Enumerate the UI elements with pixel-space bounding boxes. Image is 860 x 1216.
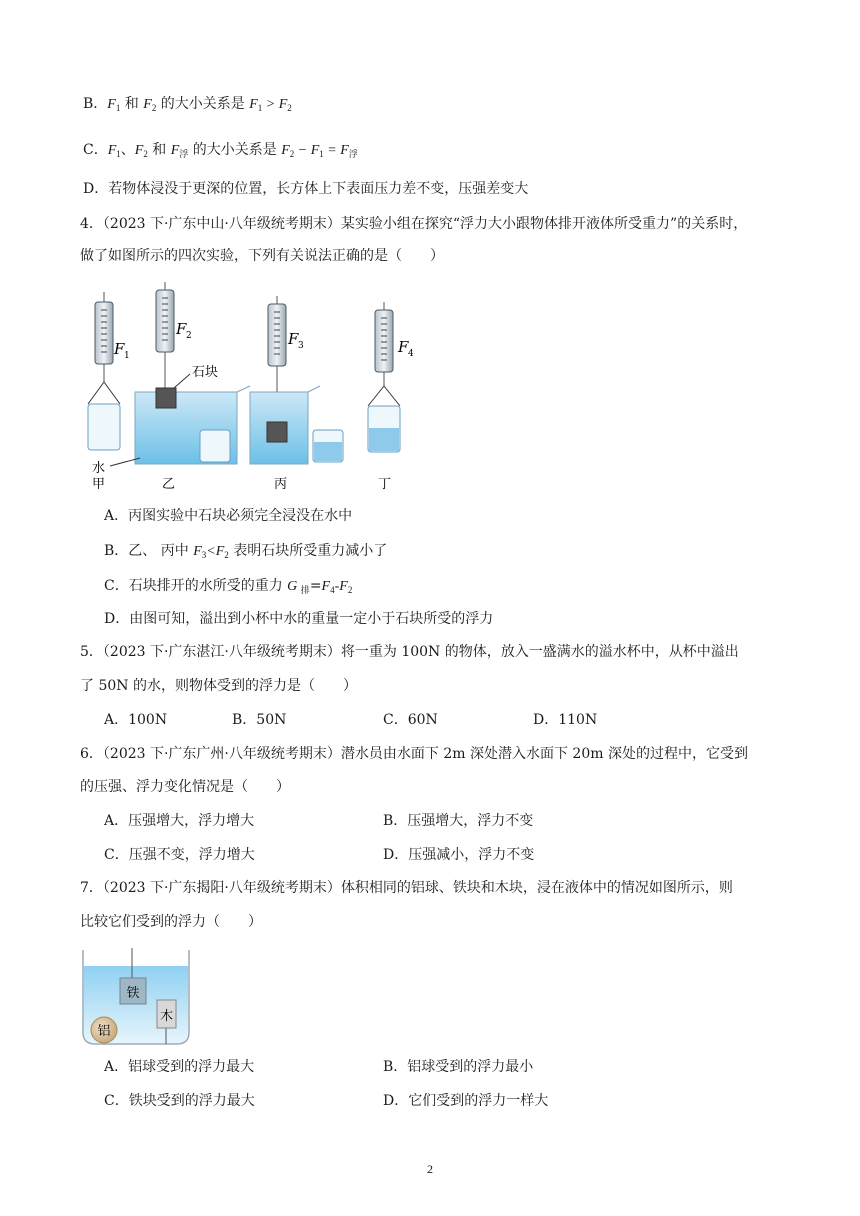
q7-option-c: C．铁块受到的浮力最大	[104, 1093, 255, 1109]
spring-scale-jia	[88, 292, 120, 450]
q7-stem-line2: 比较它们受到的浮力（ ）	[80, 914, 262, 930]
wood-label: 木	[159, 1009, 174, 1024]
q7-option-a: A．铝球受到的浮力最大	[104, 1059, 255, 1075]
stone-label: 石块	[192, 365, 219, 380]
caption-ding: 丁	[378, 477, 392, 492]
q4-option-b: B．乙、 丙中 $F_3<F_2$ 表明石块所受重力减小了	[104, 543, 388, 560]
q4-option-a: A．丙图实验中石块必须完全浸没在水中	[104, 508, 353, 524]
svg-text:F: F	[288, 330, 299, 348]
q7-option-b: B．铝球受到的浮力最小	[383, 1059, 534, 1075]
q6-option-b: B．压强增大，浮力不变	[383, 813, 534, 829]
q3-option-c: C．$F_1$、$F_2$ 和 $F_浮$ 的大小关系是 $F_2 - F_1 = F_浮$	[83, 142, 358, 159]
page-number: 2	[427, 1162, 433, 1176]
q6-option-c: C．压强不变，浮力增大	[104, 847, 255, 863]
aluminum-label: 铝	[97, 1024, 111, 1039]
q4-experiment-figure	[80, 282, 414, 494]
q4-option-d: D．由图可知，溢出到小杯中水的重量一定小于石块所受的浮力	[104, 611, 494, 627]
q5-stem-line2: 了 50N 的水，则物体受到的浮力是（ ）	[80, 678, 357, 694]
svg-text:2: 2	[186, 331, 192, 341]
svg-text:F: F	[398, 338, 409, 356]
q6-option-d: D．压强减小，浮力不变	[383, 847, 535, 863]
q5-option-b: B．50N	[232, 712, 287, 728]
q3-option-b: B．$F_1$ 和 $F_2$ 的大小关系是 $F_1 > F_2$	[83, 96, 292, 113]
water-label: 水	[92, 461, 106, 476]
spring-scale-ding	[368, 302, 400, 452]
q6-stem-line1: 6．（2023 下·广东广州·八年级统考期末）潜水员由水面下 2m 深处潜入水面下 20m 深处的过程中，它受到	[80, 746, 748, 762]
q7-liquid-figure	[80, 948, 192, 1046]
q5-option-c: C．60N	[383, 712, 438, 728]
svg-text:1: 1	[124, 351, 130, 361]
q7-option-d: D．它们受到的浮力一样大	[383, 1093, 549, 1109]
caption-bing: 丙	[274, 477, 288, 492]
q4-stem-line1: 4．（2023 下·广东中山·八年级统考期末）某实验小组在探究“浮力大小跟物体排开液体所受重力”的关系时，	[80, 216, 748, 232]
spring-scale-yi	[156, 282, 174, 390]
caption-yi: 乙	[162, 477, 176, 492]
q3-option-d: D．若物体浸没于更深的位置，长方体上下表面压力差不变，压强差变大	[83, 181, 529, 197]
iron-label: 铁	[126, 986, 140, 1001]
svg-text:F: F	[114, 340, 125, 358]
q4-option-c: C．石块排开的水所受的重力 G $_排=F_4-F_2$	[104, 578, 353, 595]
q5-stem-line1: 5．（2023 下·广东湛江·八年级统考期末）将一重为 100N 的物体，放入一盛满水的溢水杯中，从杯中溢出	[80, 644, 739, 660]
q7-stem-line1: 7．（2023 下·广东揭阳·八年级统考期末）体积相同的铝球、铁块和木块，浸在液体中的情况如图所示，则	[80, 880, 733, 896]
caption-jia: 甲	[92, 477, 106, 492]
q5-option-a: A．100N	[104, 712, 168, 728]
q6-stem-line2: 的压强、浮力变化情况是（ ）	[80, 779, 290, 795]
svg-text:3: 3	[298, 341, 304, 351]
svg-text:F: F	[176, 320, 187, 338]
q5-option-d: D．110N	[533, 712, 598, 728]
q4-stem-line2: 做了如图所示的四次实验，下列有关说法正确的是（ ）	[80, 248, 444, 264]
svg-text:4: 4	[408, 349, 414, 359]
q6-option-a: A．压强增大，浮力增大	[104, 813, 255, 829]
